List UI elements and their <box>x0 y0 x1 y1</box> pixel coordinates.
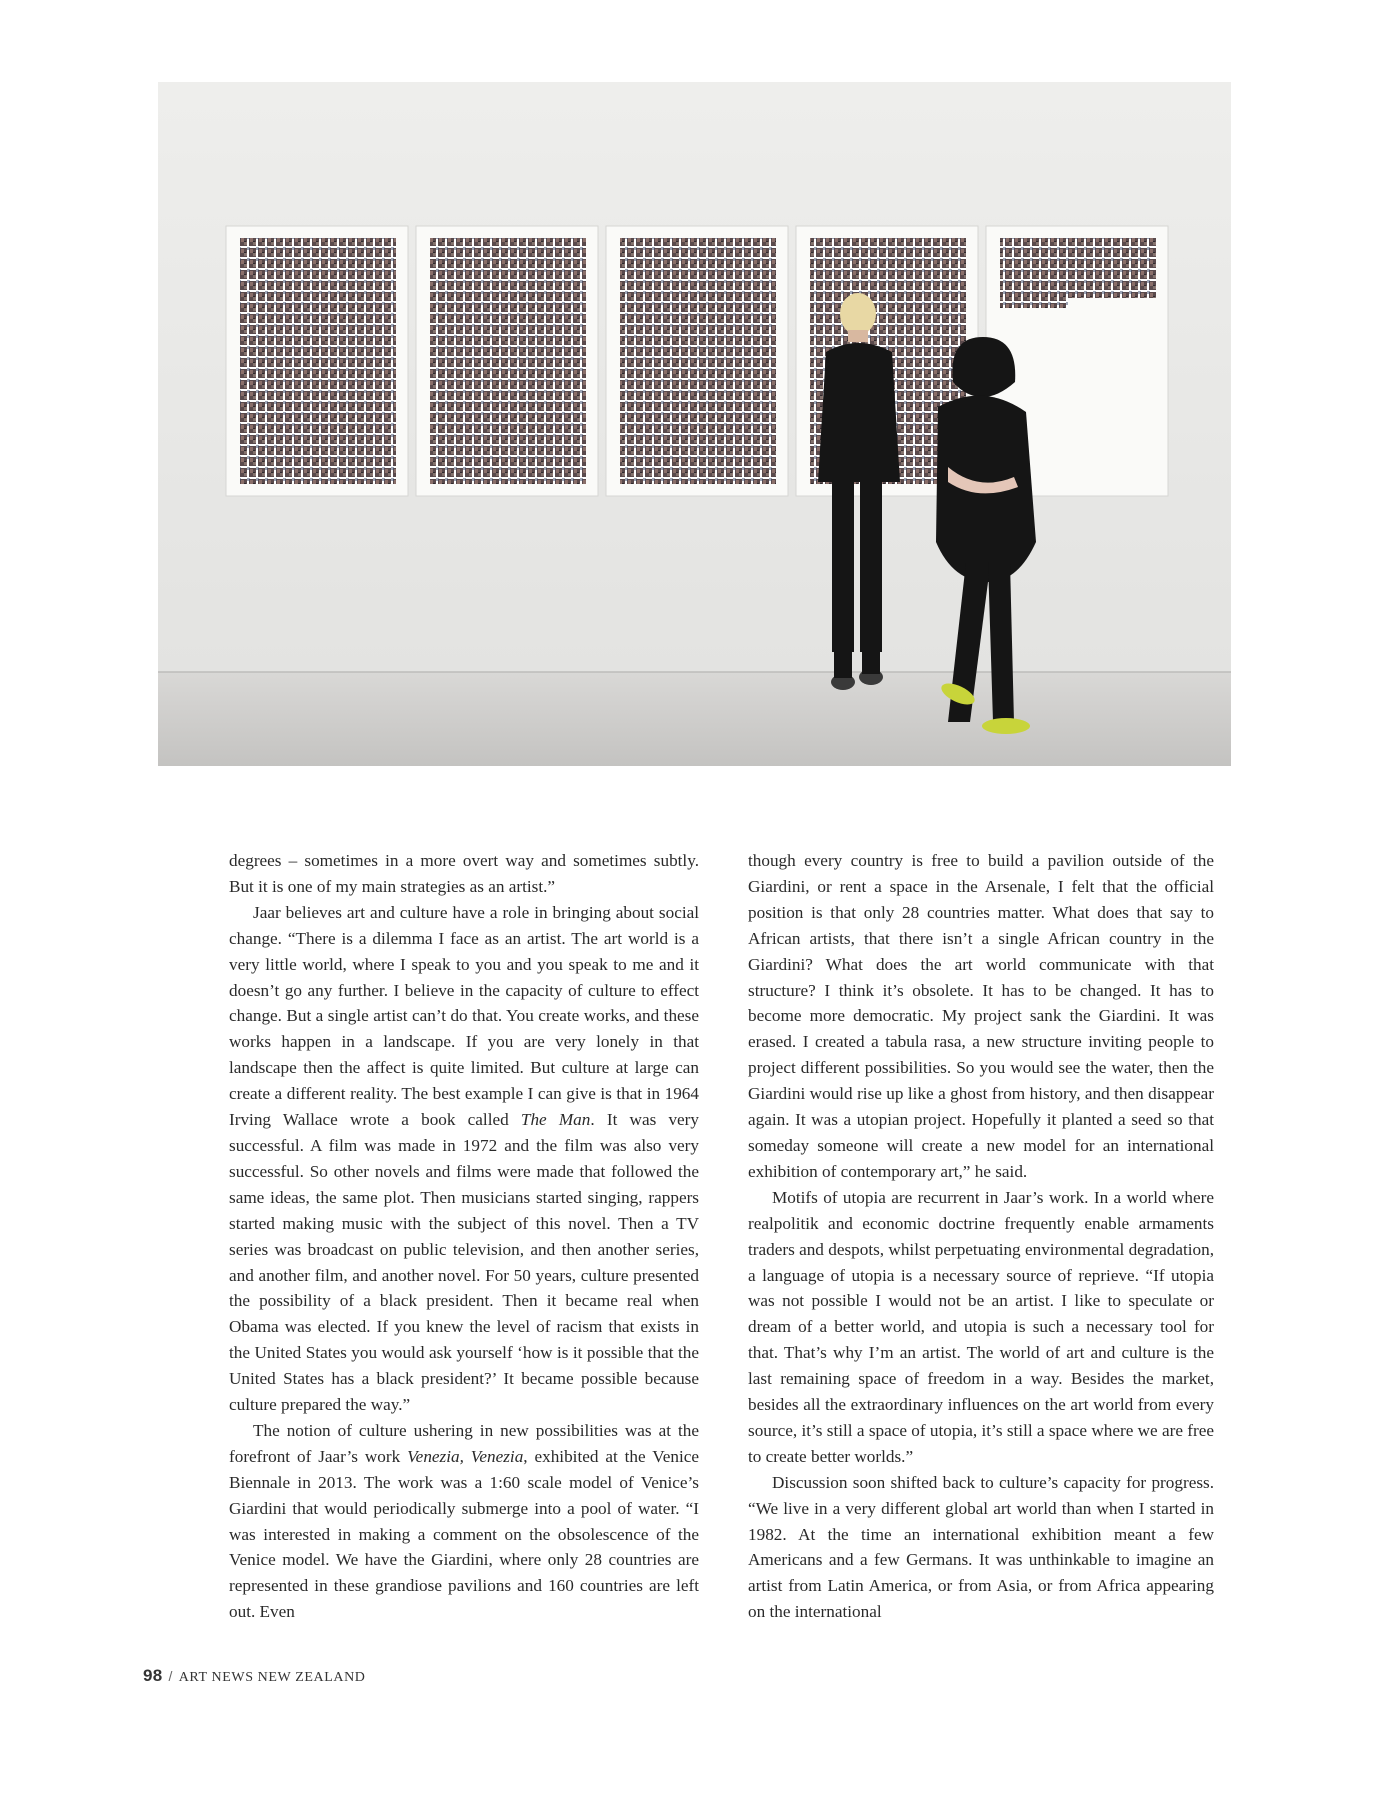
left-paragraph-2 <box>229 900 699 1418</box>
artwork-panel-3 <box>606 226 788 496</box>
article-column-right <box>748 848 1214 1625</box>
left-paragraph-1: degrees – sometimes in a more overt way and sometimes subtly. But it is one of my main strategies as an artist.” <box>229 851 699 896</box>
left-paragraph-2-tail: . It was very successful. A film was made in 1972 and the film was also very successful. So other novels and films were made that followed the same ideas, the same plot. Then musicians started singing, rappers started making music with the subject of this novel. Then a TV series was broadcast on public television, and then another series, and another film, and another novel. For 50 years, culture presented the possibility of a black president. Then it became real when Obama was elected. If you knew the level of racism that exists in the United States you would ask yourself ‘how is it possible that the United States has a black president?’ It became possible because culture prepared the way.” <box>229 1110 699 1415</box>
gallery-photo <box>158 82 1231 766</box>
artwork-panel-1 <box>226 226 408 496</box>
right-paragraph-2: Motifs of utopia are recurrent in Jaar’s work. In a world where realpolitik and economic doctrine frequently enable armaments traders and despots, whilst perpetuating environmental degradation, a language of utopia is a necessary source of reprieve. “If utopia was not possible I would not be an artist. I like to speculate or dream of a better world, and utopia is such a necessary tool for that. That’s why I’m an artist. The world of art and culture is the last remaining space of freedom in a way. Besides the market, besides all the extraordinary influences on the art world from every source, it’s still a space of utopia, it’s still a space where we are free to create better worlds.” <box>748 1187 1214 1466</box>
book-title-the-man: The Man <box>520 1110 591 1130</box>
gallery-floor <box>158 672 1231 766</box>
left-paragraph-3-tail: , exhibited at the Venice Biennale in 2013. The work was a 1:60 scale model of Venice’s Giardini that would periodically submerge into a pool of water. “I was interested in making a comment on the obsolescence of the Venice model. We have the Giardini, where only 28 countries are represented in these grandiose pavilions and 160 countries are left out. Even <box>229 1446 699 1622</box>
page-number: 98 <box>143 1666 163 1685</box>
right-paragraph-3: Discussion soon shifted back to culture’s capacity for progress. “We live in a very different global art world than when I started in 1982. At the time an international exhibition meant a few Americans and a few Germans. It was unthinkable to imagine an artist from Latin America, or from Asia, or from Africa appearing on the international <box>748 1472 1214 1622</box>
page-footer <box>143 1666 366 1686</box>
publication-name: ART NEWS NEW ZEALAND <box>178 1670 366 1685</box>
gallery-photo-svg <box>158 82 1231 766</box>
artwork-panel-2 <box>416 226 598 496</box>
work-title-venezia: Venezia, Venezia <box>407 1446 524 1466</box>
article-column-left <box>229 848 699 1625</box>
left-paragraph-3-text: The notion of culture ushering in new possibilities was at the forefront of Jaar’s work <box>229 1420 699 1466</box>
left-paragraph-2-text: Jaar believes art and culture have a role in bringing about social change. “There is a dilemma I face as an artist. The art world is a very little world, where I speak to you and you speak to me and it doesn’t go any further. I believe in the capacity of culture to effect change. But a single artist can’t do that. You create works, and these works happen in a landscape. If you are very lonely in that landscape then the affect is quite limited. But culture at large can create a different reality. The best example I can give is that in 1964 Irving Wallace wrote a book called <box>229 902 699 1130</box>
right-paragraph-1: though every country is free to build a pavilion outside of the Giardini, or rent a space in the Arsenale, I felt that the official position is that only 28 countries matter. What does that say to African artists, that there isn’t a single African country in the Giardini? What does the art world communicate with that structure? I think it’s obsolete. It has to be changed. It has to become more democratic. My project sank the Giardini. It was erased. I created a tabula rasa, a new structure inviting people to project different possibilities. So you would see the water, then the Giardini would rise up like a ghost from history, and then disappear again. It was a utopian project. Hopefully it planted a seed so that someday someone will create a new model for an international exhibition of contemporary art,” he said. <box>748 851 1214 1181</box>
footer-separator: / <box>168 1668 173 1684</box>
left-paragraph-3 <box>229 1418 699 1625</box>
